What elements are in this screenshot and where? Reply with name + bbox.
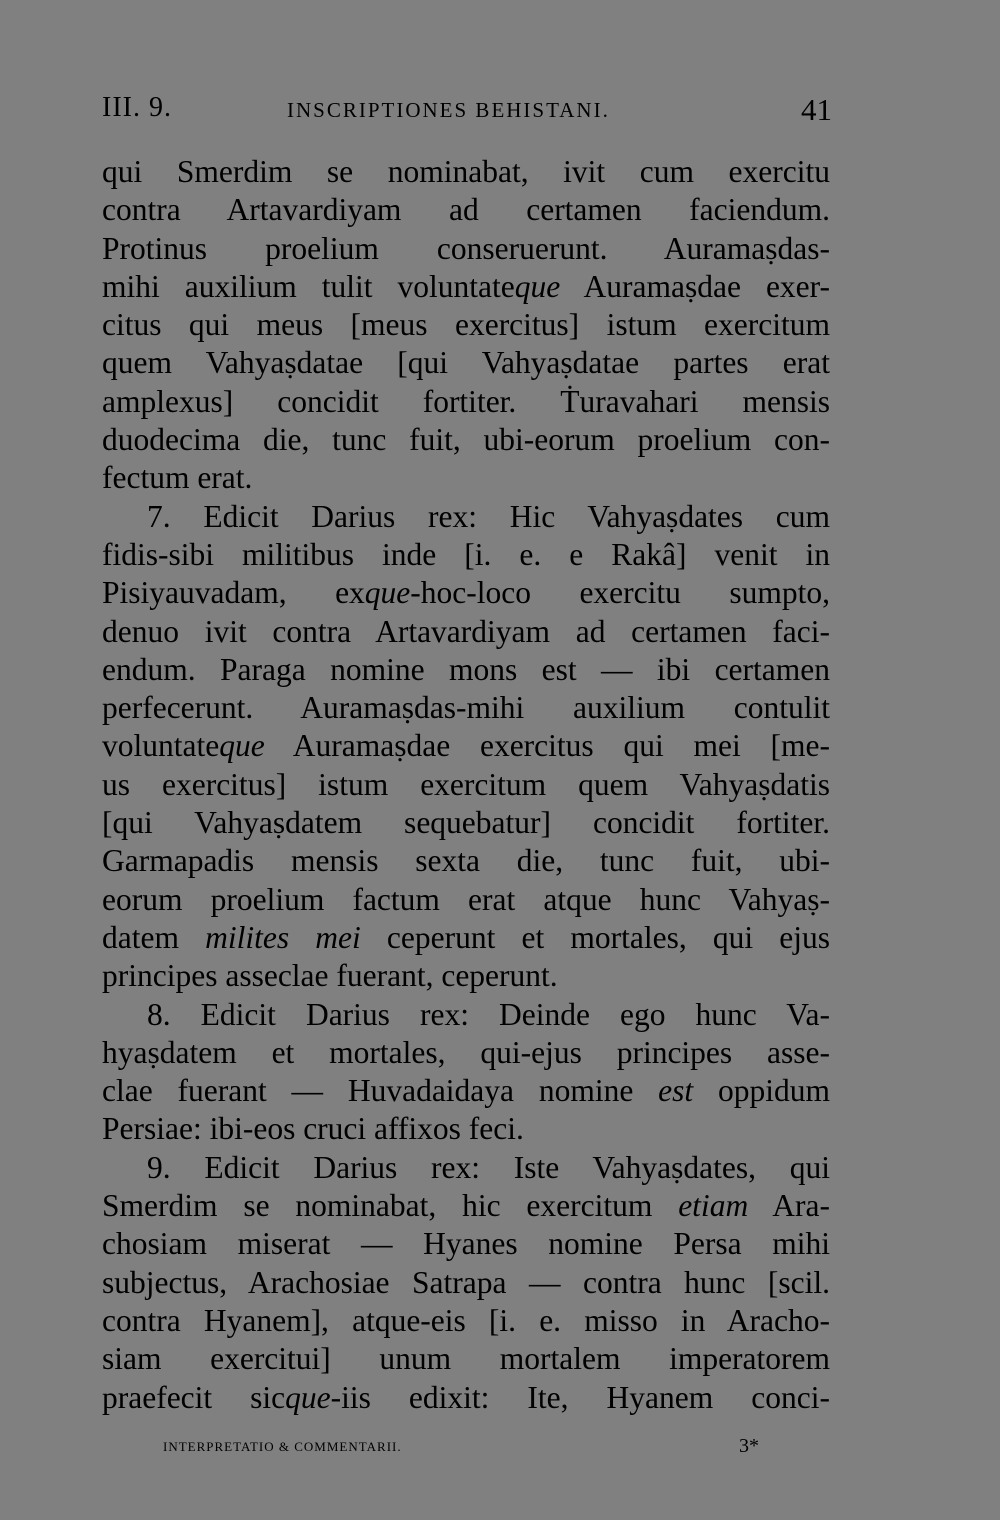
text-line xyxy=(102,421,830,459)
italic-segment: que xyxy=(285,1379,331,1415)
italic-segment: que xyxy=(514,268,561,304)
text-segment: denuo ivit contra Artavardiyam ad certamen faci- xyxy=(102,613,830,649)
text-segment: subjectus, Arachosiae Satrapa — contra hunc [scil. xyxy=(102,1264,830,1300)
text-line xyxy=(102,957,830,995)
text-segment: duodecima die, tunc fuit, ubi-eorum proelium con- xyxy=(102,422,830,458)
text-segment: fectum erat. xyxy=(102,460,253,496)
text-line xyxy=(102,1302,830,1340)
text-segment: Ara- xyxy=(748,1188,830,1224)
text-segment: datem xyxy=(102,919,206,955)
text-segment: Auramaṣdae exercitus qui mei [me- xyxy=(264,728,830,764)
page-number: 41 xyxy=(801,92,832,127)
text-segment: siam exercitui] unum mortalem imperatorem xyxy=(102,1341,830,1377)
text-line xyxy=(102,1264,830,1302)
text-line xyxy=(102,268,830,306)
text-line xyxy=(102,1225,830,1263)
text-segment: qui Smerdim se nominabat, ivit cum exercitu xyxy=(102,154,830,189)
text-segment: Persiae: ibi-eos cruci affixos feci. xyxy=(102,1111,524,1147)
text-line xyxy=(102,498,830,536)
text-segment: 9. Edicit Darius rex: Iste Vahyaṣdates, qui xyxy=(147,1149,830,1185)
text-segment: praefecit sic xyxy=(102,1379,286,1415)
text-line xyxy=(102,191,830,229)
italic-segment: que xyxy=(364,575,411,611)
text-segment: -hoc-loco exercitu sumpto, xyxy=(410,575,830,611)
text-segment: chosiam miserat — Hyanes nomine Persa mihi xyxy=(102,1226,830,1262)
text-line xyxy=(102,804,830,842)
text-line xyxy=(102,613,830,651)
text-segment: Garmapadis mensis sexta die, tunc fuit, ubi- xyxy=(102,843,830,879)
text-line xyxy=(102,651,830,689)
text-segment: contra Hyanem], atque-eis [i. e. misso in Aracho- xyxy=(102,1302,830,1338)
text-line xyxy=(102,1379,830,1417)
text-line xyxy=(102,689,830,727)
section-reference: III. 9. xyxy=(102,92,172,123)
running-header xyxy=(102,92,832,132)
text-segment: perfecerunt. Auramaṣdas-mihi auxilium contulit xyxy=(102,690,830,726)
text-line xyxy=(102,574,830,612)
text-segment: eorum proelium factum erat atque hunc Vahyaṣ- xyxy=(102,881,830,917)
text-line xyxy=(102,459,830,497)
text-line xyxy=(102,727,830,765)
text-segment: 7. Edicit Darius rex: Hic Vahyaṣdates cum xyxy=(147,498,830,534)
italic-segment: milites mei xyxy=(205,919,361,955)
text-segment: Smerdim se nominabat, hic exercitum xyxy=(102,1188,679,1224)
text-line xyxy=(102,1110,830,1148)
text-segment: [qui Vahyaṣdatem sequebatur] concidit fortiter. xyxy=(102,805,830,841)
text-line xyxy=(102,1340,830,1378)
text-segment: Auramaṣdae exer- xyxy=(560,268,830,304)
italic-segment: que xyxy=(219,728,265,764)
text-segment: voluntate xyxy=(102,728,220,764)
text-line xyxy=(102,306,830,344)
text-line xyxy=(102,842,830,880)
text-segment: Protinus proelium conseruerunt. Auramaṣdas- xyxy=(102,230,830,266)
text-segment: -iis edixit: Ite, Hyanem conci- xyxy=(330,1379,830,1415)
text-line xyxy=(102,1187,830,1225)
text-line xyxy=(102,153,830,191)
text-line xyxy=(102,1149,830,1187)
sheet-mark: 3* xyxy=(739,1435,759,1457)
italic-segment: est xyxy=(658,1073,694,1109)
text-segment: clae fuerant — Huvadaidaya nomine xyxy=(102,1073,659,1109)
text-segment: mihi auxilium tulit voluntate xyxy=(102,268,515,304)
text-line xyxy=(102,919,830,957)
text-line xyxy=(102,1034,830,1072)
text-line xyxy=(102,230,830,268)
text-segment: oppidum xyxy=(693,1073,830,1109)
text-segment: us exercitus] istum exercitum quem Vahyaṣdatis xyxy=(102,766,830,802)
text-segment: Pisiyauvadam, ex xyxy=(102,575,365,611)
text-segment: amplexus] concidit fortiter. Ṫuravahari mensis xyxy=(102,383,830,419)
text-segment: endum. Paraga nomine mons est — ibi certamen xyxy=(102,651,830,687)
text-line xyxy=(102,1072,830,1110)
text-segment: hyaṣdatem et mortales, qui-ejus principes asse- xyxy=(102,1034,830,1070)
text-line xyxy=(102,881,830,919)
page-footer xyxy=(163,1435,759,1461)
text-segment: quem Vahyaṣdatae [qui Vahyaṣdatae partes erat xyxy=(102,345,830,381)
text-line xyxy=(102,344,830,382)
text-line xyxy=(102,536,830,574)
text-segment: 8. Edicit Darius rex: Deinde ego hunc Va- xyxy=(147,996,830,1032)
text-segment: contra Artavardiyam ad certamen faciendum. xyxy=(102,192,830,228)
running-title: INSCRIPTIONES BEHISTANI. xyxy=(287,98,610,122)
signature-line: INTERPRETATIO & COMMENTARII. xyxy=(163,1439,402,1454)
text-line xyxy=(102,383,830,421)
text-segment: principes asseclae fuerant, ceperunt. xyxy=(102,958,558,994)
italic-segment: etiam xyxy=(678,1188,749,1224)
text-line xyxy=(102,996,830,1034)
text-segment: citus qui meus [meus exercitus] istum exercitum xyxy=(102,307,830,343)
text-segment: ceperunt et mortales, qui ejus xyxy=(360,919,830,955)
text-line xyxy=(102,766,830,804)
text-segment: fidis-sibi militibus inde [i. e. e Rakâ] venit in xyxy=(102,536,830,572)
body-text xyxy=(102,153,830,1417)
